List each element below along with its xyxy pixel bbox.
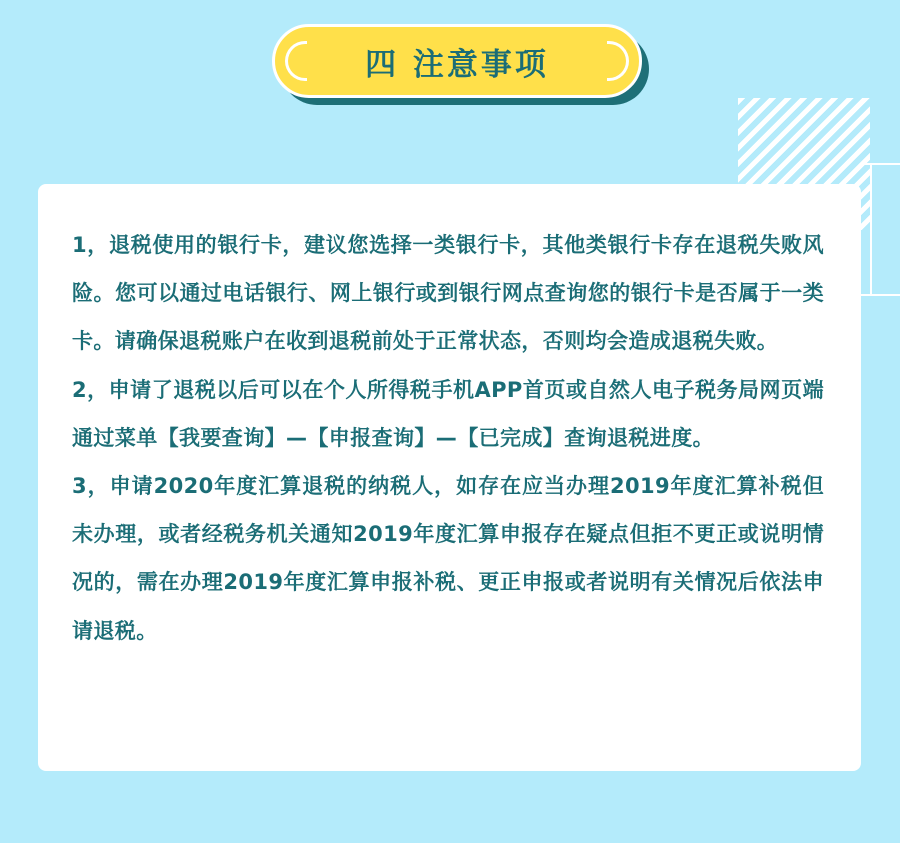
notes-content: [72, 221, 824, 655]
section-title: 四 注意事项: [365, 46, 549, 83]
decoration-line-vertical: [870, 163, 872, 296]
left-bracket-decoration: [285, 41, 307, 81]
decoration-line-top: [860, 163, 900, 165]
note-paragraph-3: 3，申请2020年度汇算退税的纳税人，如存在应当办理2019年度汇算补税但未办理，或者经税务机关通知2019年度汇算申报存在疑点但拒不更正或说明情况的，需在办理2019年度汇算申报补税、更正申报或者说明有关情况后依法申请退税。: [72, 474, 824, 643]
note-paragraph-2: 2，申请了退税以后可以在个人所得税手机APP首页或自然人电子税务局网页端通过菜单【我要查询】—【申报查询】—【已完成】查询退税进度。: [72, 377, 824, 450]
section-title-pill: [272, 24, 642, 98]
decoration-line-bottom: [860, 294, 900, 296]
right-bracket-decoration: [607, 41, 629, 81]
note-paragraph-1: 1，退税使用的银行卡，建议您选择一类银行卡，其他类银行卡存在退税失败风险。您可以通过电话银行、网上银行或到银行网点查询您的银行卡是否属于一类卡。请确保退税账户在收到退税前处于正常状态，否则均会造成退税失败。: [72, 233, 824, 354]
